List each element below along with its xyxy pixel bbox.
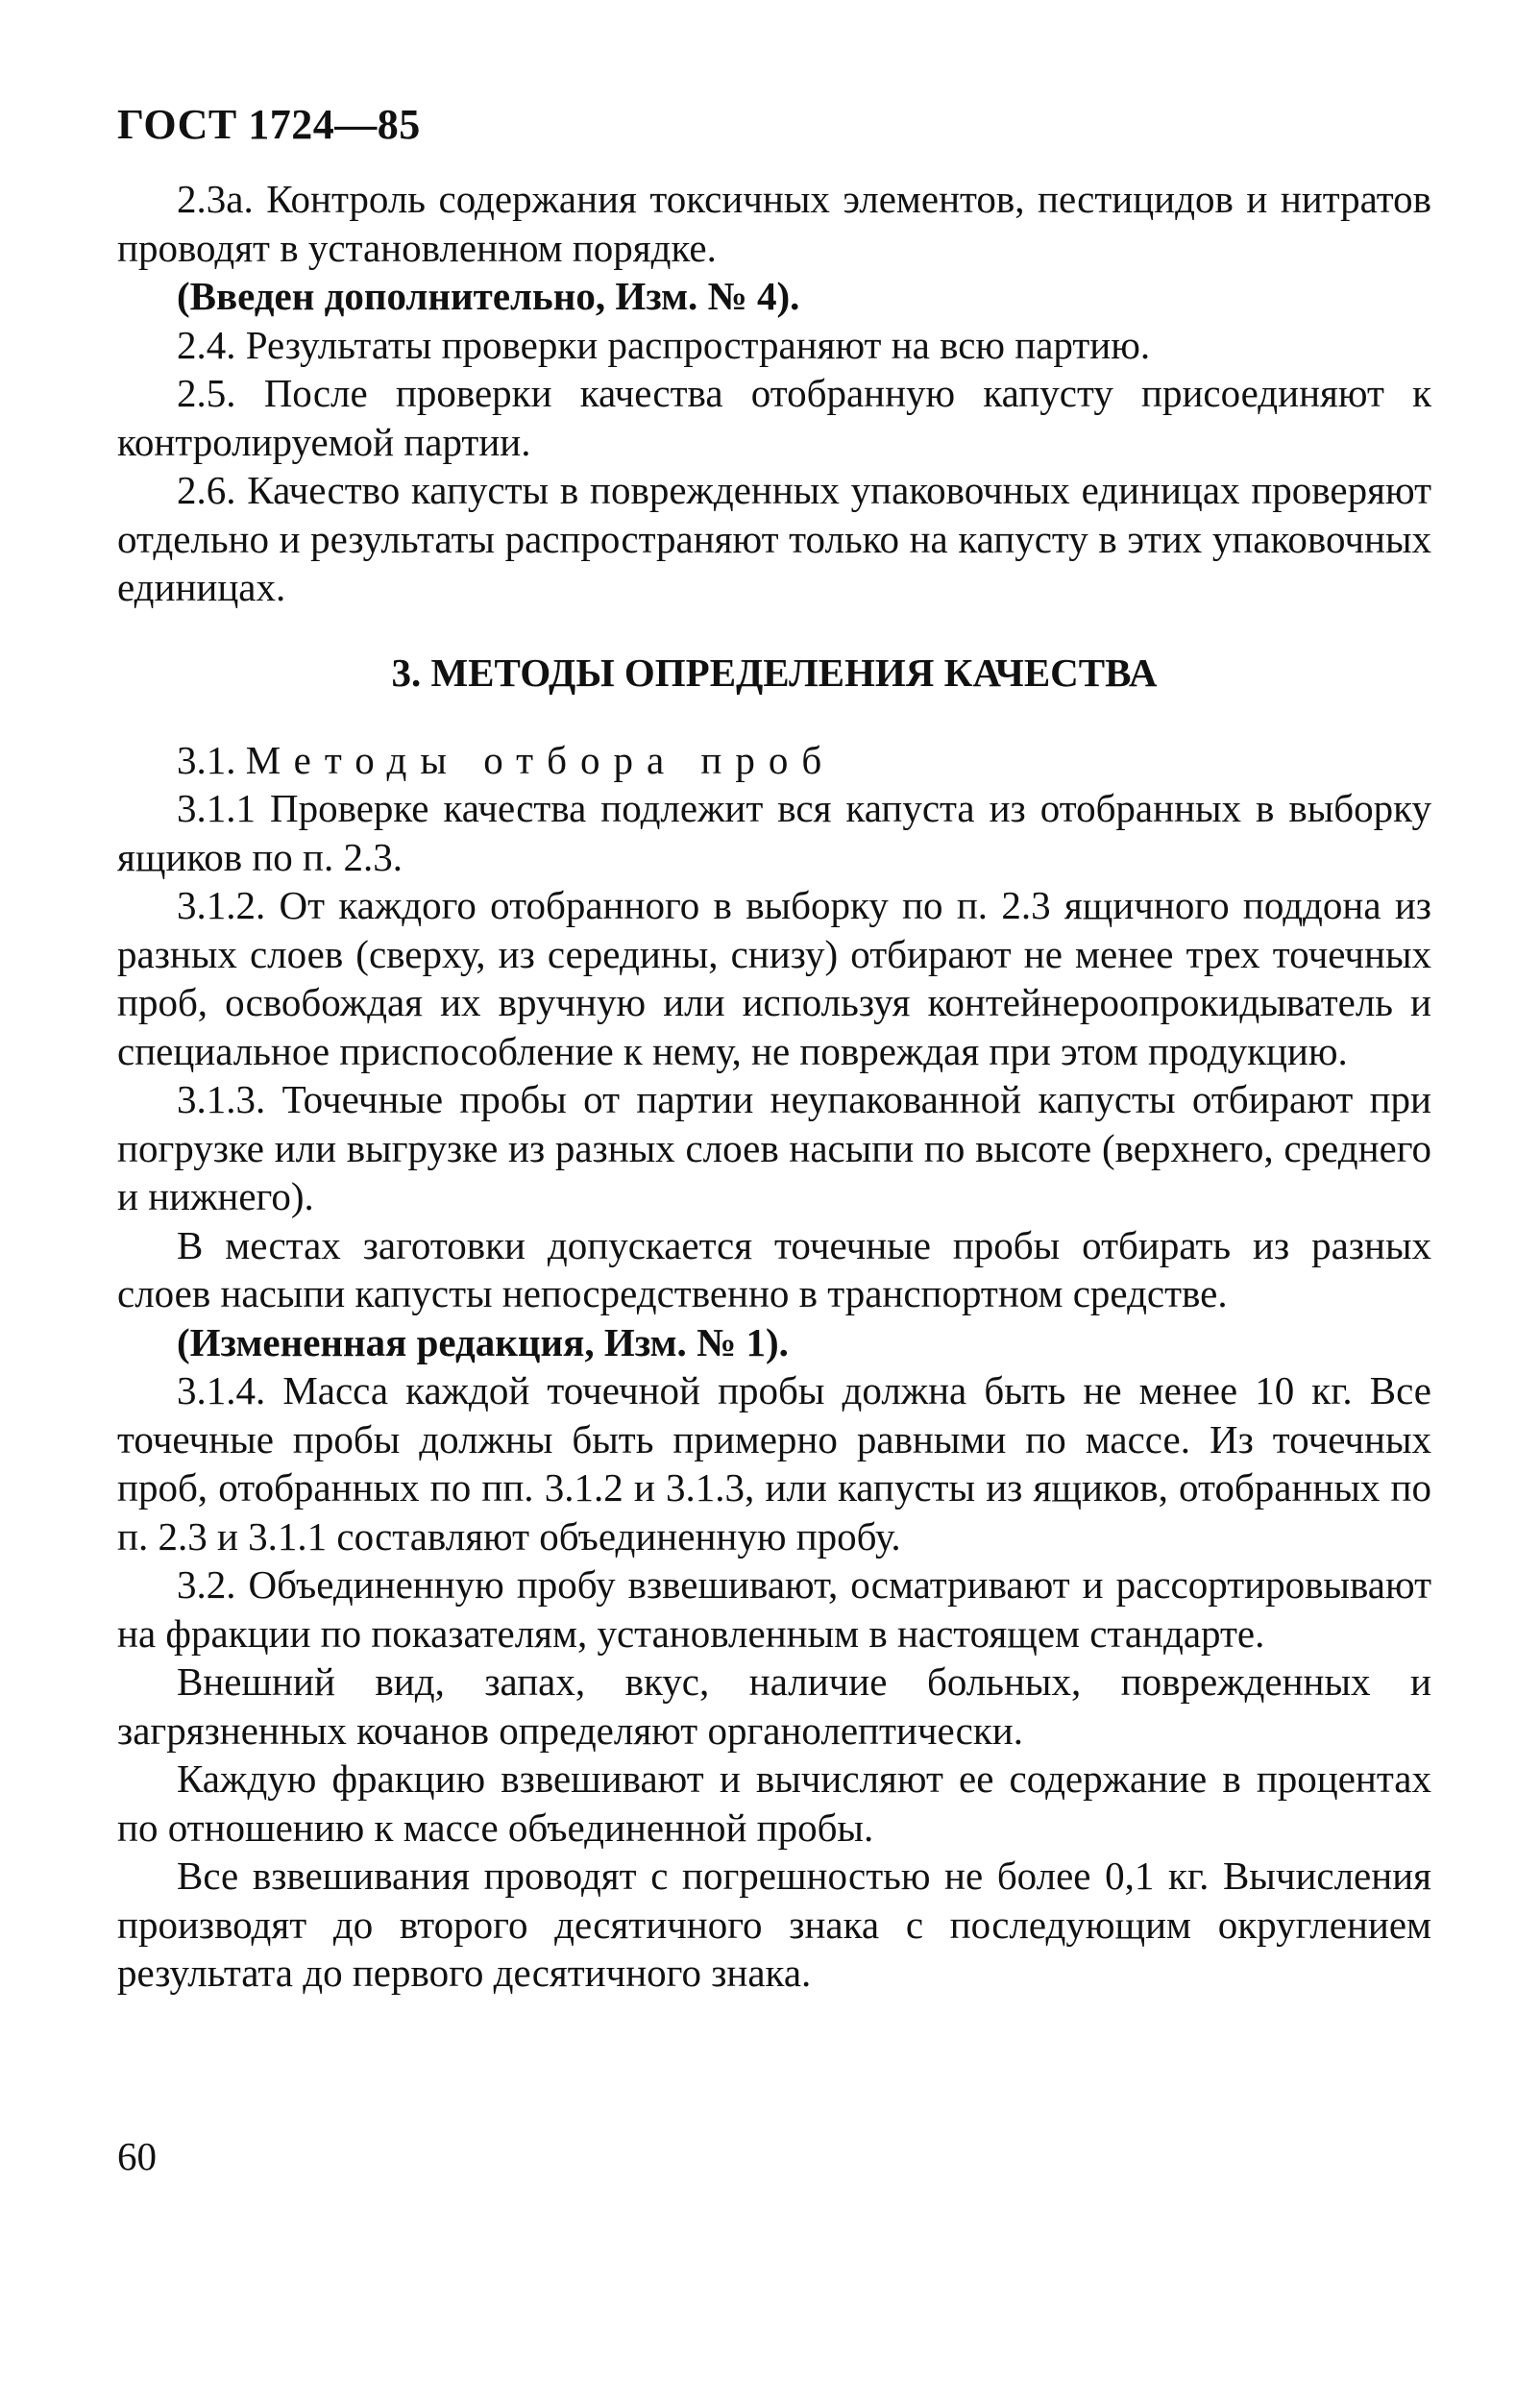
paragraph-3-1-3: 3.1.3. Точечные пробы от партии неупакованной капусты отбирают при погрузке или выгрузке из разных слоев насыпи по высоте (верхнего, среднего и нижнего). (117, 1077, 1431, 1218)
document-page (117, 0, 1431, 2382)
page-header-title: ГОСТ 1724—85 (117, 101, 421, 148)
page-number: 60 (117, 2134, 157, 2178)
paragraph-3-2-appearance: Внешний вид, запах, вкус, наличие больных, поврежденных и загрязненных кочанов определяют органолептически. (117, 1659, 1431, 1753)
paragraph-3-2-weighing: Все взвешивания проводят с погрешностью не более 0,1 кг. Вычисления производят до второго десятичного знака с последующим округлением результата до первого десятичного знака. (117, 1854, 1431, 1995)
paragraph-2-4: 2.4. Результаты проверки распространяют на всю партию. (177, 322, 1151, 367)
subsection-3-1-heading (117, 736, 1431, 785)
paragraph-3-2: 3.2. Объединенную пробу взвешивают, осматривают и рассортировывают на фракции по показателям, установленным в настоящем стандарте. (117, 1562, 1431, 1656)
paragraph-3-1-3-continued: В местах заготовки допускается точечные пробы отбирать из разных слоев насыпи капусты непосредственно в транспортном средстве. (117, 1222, 1431, 1315)
document-body (117, 175, 1431, 1998)
paragraph-3-1-2: 3.1.2. От каждого отобранного в выборку по п. 2.3 ящичного поддона из разных слоев (сверху, из середины, снизу) отбирают не менее трех точечных проб, освобождая их вручную или используя контейнероопрокидыватель и специальное приспособление к нему, не повреждая при этом продукцию. (117, 883, 1431, 1073)
subsection-3-1-number: 3.1. (177, 737, 236, 782)
paragraph-2-5: 2.5. После проверки качества отобранную капусту присоединяют к контролируемой партии. (117, 371, 1431, 464)
paragraph-3-2-fractions: Каждую фракцию взвешивают и вычисляют ее содержание в процентах по отношению к массе объединенной пробы. (117, 1756, 1431, 1850)
paragraph-3-1-1: 3.1.1 Проверке качества подлежит вся капуста из отобранных в выборку ящиков по п. 2.3. (117, 786, 1431, 879)
paragraph-2-6: 2.6. Качество капусты в поврежденных упаковочных единицах проверяют отдельно и результаты распространяют только на капусту в этих упаковочных единицах. (117, 468, 1431, 609)
section-3-heading: 3. МЕТОДЫ ОПРЕДЕЛЕНИЯ КАЧЕСТВА (391, 650, 1158, 695)
amendment-note-1: (Измененная редакция, Изм. № 1). (177, 1319, 789, 1364)
amendment-note-4: (Введен дополнительно, Изм. № 4). (177, 274, 800, 318)
paragraph-2-3a: 2.3а. Контроль содержания токсичных элементов, пестицидов и нитратов проводят в установленном порядке. (117, 177, 1431, 270)
subsection-3-1-title: Методы отбора проб (245, 737, 836, 782)
paragraph-3-1-4: 3.1.4. Масса каждой точечной пробы должна быть не менее 10 кг. Все точечные пробы должны быть примерно равными по массе. Из точечных проб, отобранных по пп. 3.1.2 и 3.1.3, или капусты из ящиков, отобранных по п. 2.3 и 3.1.1 составляют объединенную пробу. (117, 1368, 1431, 1559)
